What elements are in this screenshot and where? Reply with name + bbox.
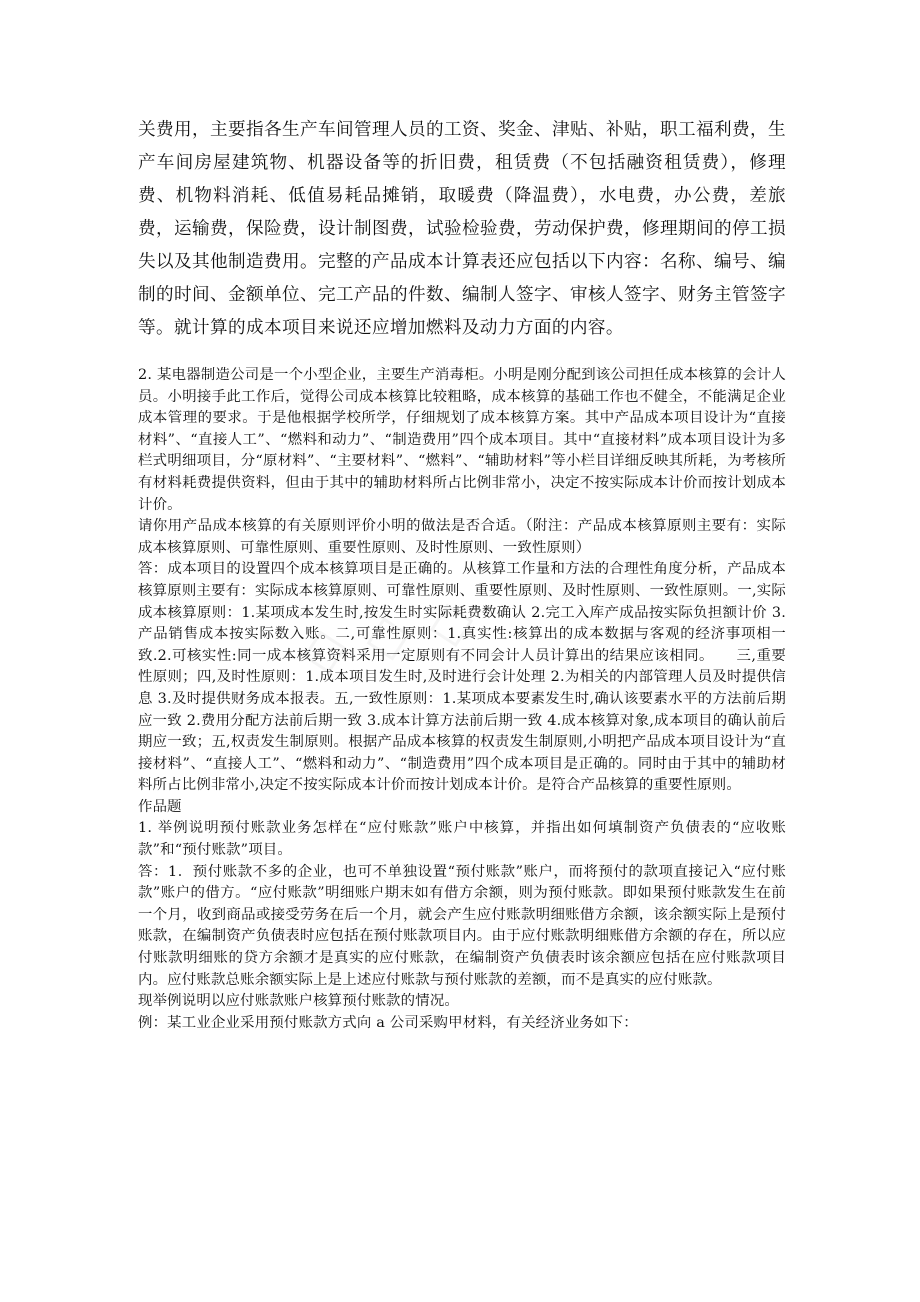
example-line-paragraph: 例：某工业企业采用预付账款方式向 a 公司采购甲材料，有关经济业务如下： (138, 1014, 638, 1031)
q1-answer-paragraph: 答：1．预付账款不多的企业，也可不单独设置“预付账款”账户，而将预付的款项直接记入“应付账款”账户的借方。“应付账款”明细账户期末如有借方余额，则为预付账款。即如果预付账款发生在前一个月，收到商品或接受劳务在后一个月，就会产生应付账款明细账借方余额，该余额实际上是预付账款，在编制资产负债表时应包括在预付账款项目内。由于应付账款明细账借方余额的存在，所以应付账款明细账的贷方余额才是真实的应付账款，在编制资产负债表时该余额应包括在应付账款项目内。应付账款总账余额实际上是上述应付账款与预付账款的差额，而不是真实的应付账款。 (138, 863, 786, 988)
intro-section (138, 114, 786, 345)
q2-answer-paragraph: 答：成本项目的设置四个成本核算项目是正确的。从核算工作量和方法的合理性角度分析，产品成本核算原则主要有：实际成本核算原则、可靠性原则、重要性原则、及时性原则、一致性原则。一,实际成本核算原则：1.某项成本发生时,按发生时实际耗费数确认 2.完工入库产成品按实际负担额计价 3.产品销售成本按实际数入账。二,可靠性原则：1.真实性:核算出的成本数据与客观的经济事项相一致.2.可核实性:同一成本核算资料采用一定原则有不同会计人员计算出的结果应该相同。 三,重要性原则；四,及时性原则：1.成本项目发生时,及时进行会计处理 2.为相关的内部管理人员及时提供信息 3.及时提供财务成本报表。五,一致性原则：1.某项成本要素发生时,确认该要素水平的方法前后期应一致 2.费用分配方法前后期一致 3.成本计算方法前后期一致 4.成本核算对象,成本项目的确认前后期应一致；五,权责发生制原则。根据产品成本核算的权责发生制原则,小明把产品成本项目设计为“直接材料”、“直接人工”、“燃料和动力”、“制造费用”四个成本项目是正确的。同时由于其中的辅助材料所占比例非常小,决定不按实际成本计价而按计划成本计价。是符合产品核算的重要性原则。 (138, 561, 786, 794)
q2-question-paragraph: 请你用产品成本核算的有关原则评价小明的做法是否合适。（附注：产品成本核算原则主要有：实际成本核算原则、可靠性原则、重要性原则、及时性原则、一致性原则） (138, 518, 786, 556)
body-section (138, 365, 786, 1034)
section-heading: 作品题 (138, 798, 182, 815)
q2-case-paragraph: 2. 某电器制造公司是一个小型企业，主要生产消毒柜。小明是刚分配到该公司担任成本核算的会计人员。小明接手此工作后，觉得公司成本核算比较粗略，成本核算的基础工作也不健全，不能满足企业成本管理的要求。于是他根据学校所学，仔细规划了成本核算方案。其中产品成本项目设计为“直接材料”、“直接人工”、“燃料和动力”、“制造费用”四个成本项目。其中“直接材料”成本项目设计为多栏式明细项目，分“原材料”、“主要材料”、“燃料”、“辅助材料”等小栏目详细反映其所耗，为考核所有材料耗费提供资料，但由于其中的辅助材料所占比例非常小，决定不按实际成本计价而按计划成本计价。 (138, 367, 786, 513)
example-intro-paragraph: 现举例说明以应付账款账户核算预付账款的情况。 (138, 993, 459, 1010)
q1-question-paragraph: 1. 举例说明预付账款业务怎样在“应付账款”账户中核算，并指出如何填制资产负债表的“应收账款”和“预付账款”项目。 (138, 820, 786, 859)
intro-paragraph: 关费用，主要指各生产车间管理人员的工资、奖金、津贴、补贴，职工福利费，生产车间房屋建筑物、机器设备等的折旧费，租赁费（不包括融资租赁费），修理费、机物料消耗、低值易耗品摊销，取暖费（降温费），水电费，办公费，差旅费，运输费，保险费，设计制图费，试验检验费，劳动保护费，修理期间的停工损失以及其他制造费用。完整的产品成本计算表还应包括以下内容：名称、编号、编制的时间、金额单位、完工产品的件数、编制人签字、审核人签字、财务主管签字等。就计算的成本项目来说还应增加燃料及动力方面的内容。 (138, 120, 786, 338)
